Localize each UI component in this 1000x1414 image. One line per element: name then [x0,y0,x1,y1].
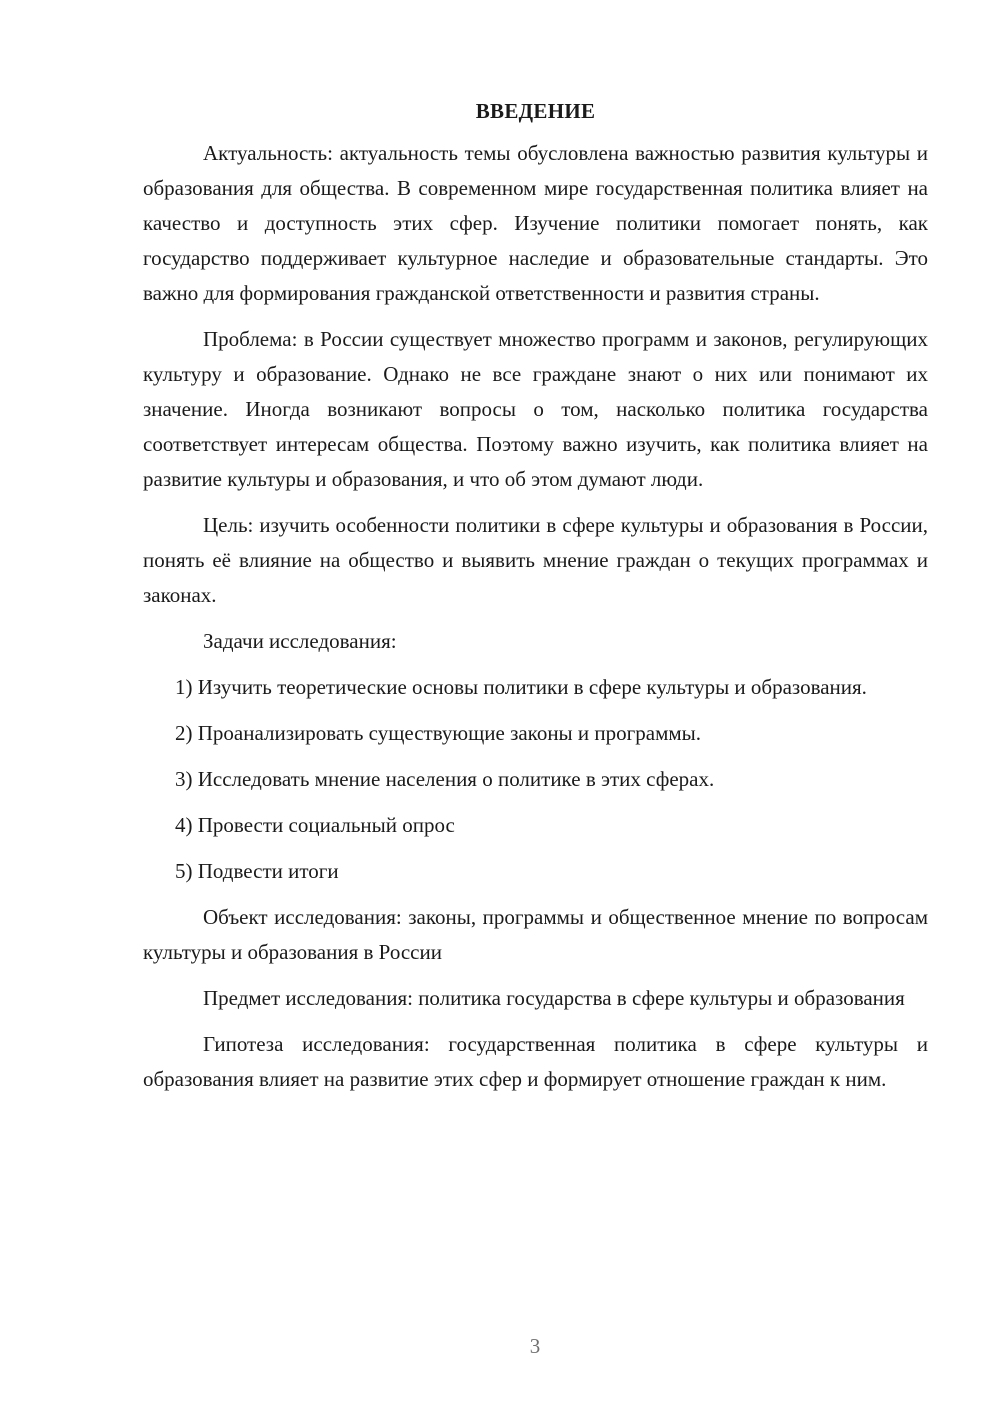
tasks-heading: Задачи исследования: [203,629,397,653]
task-item: 4) Провести социальный опрос [175,813,455,837]
subject-paragraph: Предмет исследования: политика государства в сфере культуры и образования [203,986,905,1010]
problem-paragraph: Проблема: в России существует множество программ и законов, регулирующих культуру и образование. Однако не все граждане знают о них или понимают их значение. Иногда возникают вопросы о том, насколько политика государства соответствует интересам общества. Поэтому важно изучить, как политика влияет на развитие культуры и образования, и что об этом думают люди. [143,327,928,491]
task-item: 2) Проанализировать существующие законы и программы. [175,721,702,745]
goal-paragraph: Цель: изучить особенности политики в сфере культуры и образования в России, понять её влияние на общество и выявить мнение граждан о текущих программах и законах. [143,513,928,607]
page-number: 3 [529,1334,541,1358]
hypothesis-paragraph: Гипотеза исследования: государственная политика в сфере культуры и образования влияет на развитие этих сфер и формирует отношение граждан к ним. [143,1032,928,1091]
tasks-list [143,670,928,889]
document-page [143,96,928,1097]
task-item: 3) Исследовать мнение населения о политике в этих сферах. [175,767,715,791]
task-item: 5) Подвести итоги [175,859,339,883]
section-title: ВВЕДЕНИЕ [475,99,596,123]
task-item: 1) Изучить теоретические основы политики в сфере культуры и образования. [175,675,867,699]
object-paragraph: Объект исследования: законы, программы и общественное мнение по вопросам культуры и образования в России [143,905,928,964]
relevance-paragraph: Актуальность: актуальность темы обусловлена важностью развития культуры и образования для общества. В современном мире государственная политика влияет на качество и доступность этих сфер. Изучение политики помогает понять, как государство поддерживает культурное наследие и образовательные стандарты. Это важно для формирования гражданской ответственности и развития страны. [143,141,928,305]
